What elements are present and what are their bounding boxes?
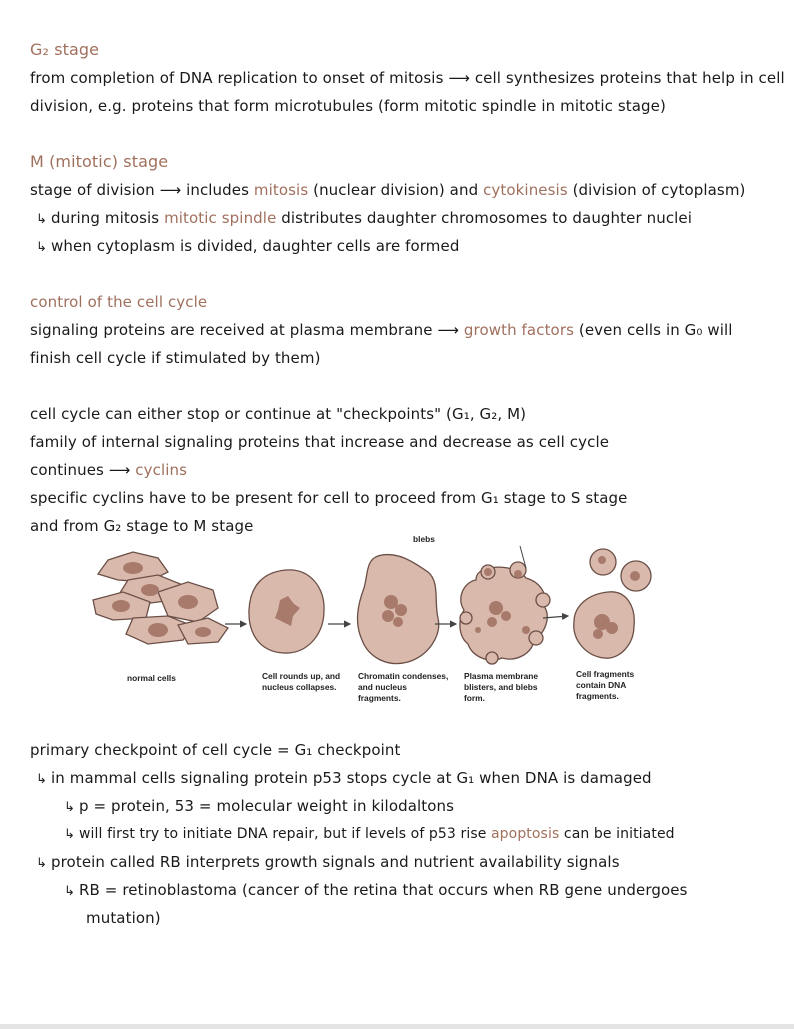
checkpoint-line-4-c: can be initiated [559,826,675,842]
control-line-1-c: (even cells in G₀ will [574,321,733,339]
checkpoint-line-4-a: will first try to initiate DNA repair, but if levels of p53 rise [79,826,491,842]
sub-arrow-icon: ↳ [64,884,75,899]
control-line-5-a: continues ⟶ [30,461,136,479]
checkpoint-line-2-text: in mammal cells signaling protein p53 stops cycle at G₁ when DNA is damaged [51,769,652,787]
caption-chromatin: Chromatin condenses, and nucleus fragments. [358,671,449,703]
apoptosis-term: apoptosis [490,826,560,842]
checkpoint-line-3-text: p = protein, 53 = molecular weight in kilodaltons [79,797,455,815]
caption-cell-fragments: Cell fragments contain DNA fragments. [576,669,635,701]
sub-arrow-icon: ↳ [36,772,47,787]
g2-heading: G₂ stage [30,40,100,59]
control-line-6: specific cyclins have to be present for cell to proceed from G₁ stage to S stage [30,489,628,507]
cell-fragments-illustration [574,549,651,658]
control-line-7: and from G₂ stage to M stage [30,517,254,535]
checkpoint-line-3 [64,796,454,818]
g2-line-1: from completion of DNA replication to onset of mitosis ⟶ cell synthesizes proteins that help in cell [30,69,785,87]
m-line-1 [30,180,746,200]
m-line-2 [36,208,692,230]
sub-arrow-icon: ↳ [36,856,47,871]
sub-arrow-icon: ↳ [36,212,47,227]
caption-cell-rounds: Cell rounds up, and nucleus collapses. [262,671,341,692]
m-line-1-a: stage of division ⟶ includes [30,181,254,199]
control-line-1-a: signaling proteins are received at plasma membrane ⟶ [30,321,464,339]
cell-rounds-illustration [249,570,324,653]
control-line-4: family of internal signaling proteins that increase and decrease as cell cycle [30,433,610,451]
caption-plasma-membrane: Plasma membrane blisters, and blebs form. [464,671,539,703]
control-line-2: finish cell cycle if stimulated by them) [30,349,321,367]
checkpoint-line-5-text: protein called RB interprets growth signals and nutrient availability signals [51,853,620,871]
checkpoint-line-6-text: RB = retinoblastoma (cancer of the retina that occurs when RB gene undergoes [79,881,688,899]
checkpoint-line-6 [64,880,688,902]
mitotic-spindle-term: mitotic spindle [164,209,277,227]
checkpoint-line-5 [36,852,620,874]
cytokinesis-term: cytokinesis [483,181,568,199]
cyclins-term: cyclins [135,461,188,479]
sub-arrow-icon: ↳ [64,800,75,815]
m-line-2-a: during mitosis [51,209,165,227]
m-heading: M (mitotic) stage [30,152,169,171]
checkpoint-line-7: mutation) [86,909,161,927]
page-bottom-edge [0,1024,794,1029]
control-heading: control of the cell cycle [30,293,208,311]
blebs-label: blebs [413,534,435,544]
control-line-5 [30,460,187,480]
m-line-1-c: (nuclear division) and [308,181,484,199]
m-line-3 [36,236,459,258]
control-line-3: cell cycle can either stop or continue at "checkpoints" (G₁, G₂, M) [30,405,527,423]
sub-arrow-icon: ↳ [64,827,75,842]
growth-factors-term: growth factors [463,321,575,339]
m-line-2-c: distributes daughter chromosomes to daughter nuclei [276,209,693,227]
chromatin-condenses-illustration [358,555,439,664]
checkpoint-line-4 [64,824,675,845]
control-line-1 [30,320,733,340]
caption-normal-cells: normal cells [127,673,176,683]
mitosis-term: mitosis [253,181,309,199]
m-line-1-e: (division of cytoplasm) [567,181,746,199]
sub-arrow-icon: ↳ [36,240,47,255]
checkpoint-line-2 [36,768,652,790]
checkpoint-line-1: primary checkpoint of cell cycle = G₁ checkpoint [30,741,401,759]
m-line-3-text: when cytoplasm is divided, daughter cells are formed [51,237,460,255]
g2-line-2: division, e.g. proteins that form microtubules (form mitotic spindle in mitotic stage) [30,97,666,115]
